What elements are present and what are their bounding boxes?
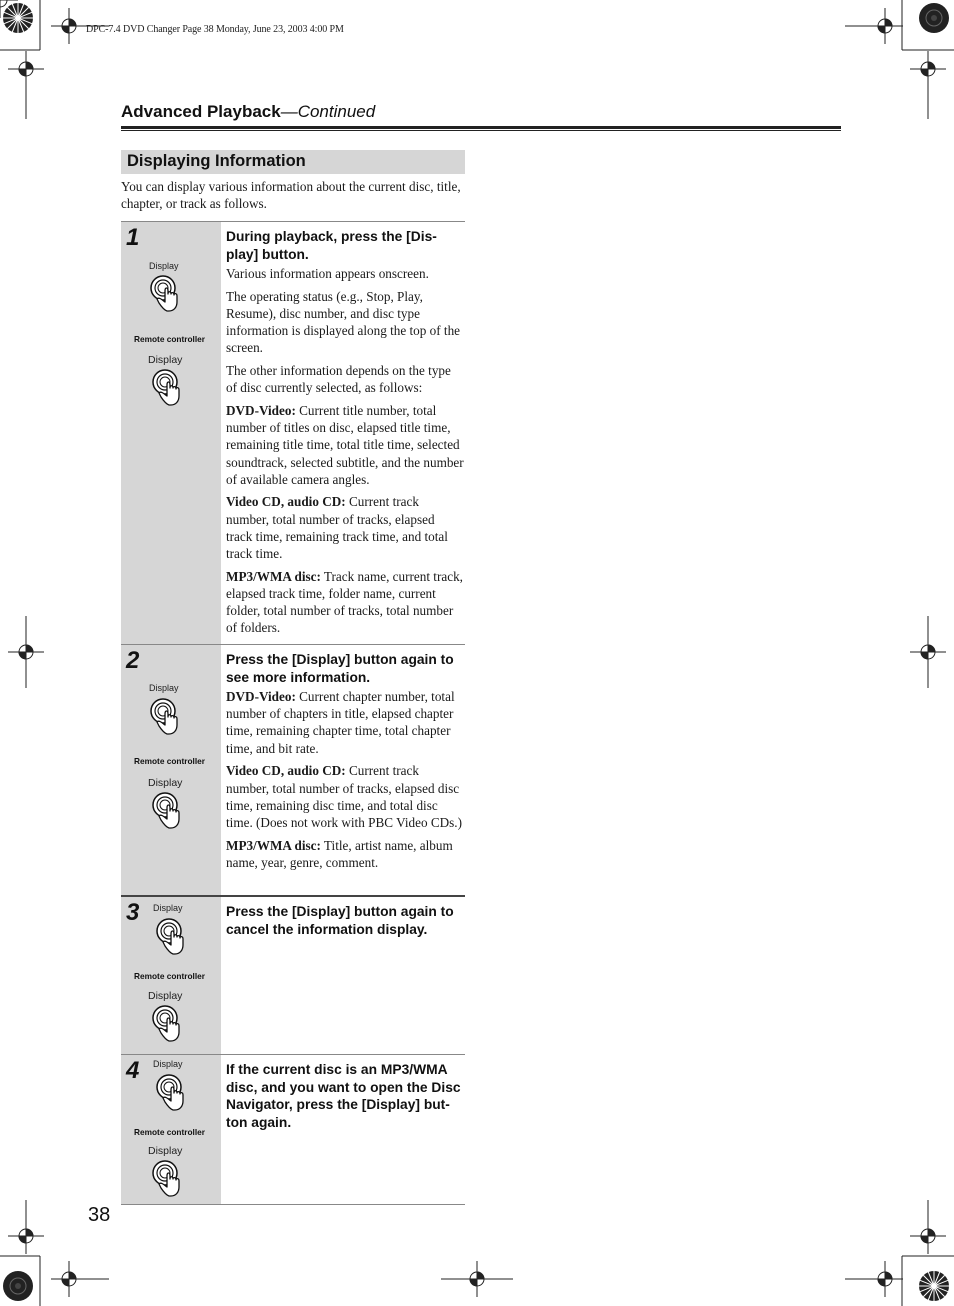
step-content [226, 1061, 464, 1133]
header-rule-thin [121, 130, 841, 131]
display-button-press-icon [149, 1002, 191, 1044]
header-rule [121, 126, 841, 129]
step-paragraph: Video CD, audio CD: Current track number, total number of tracks, elapsed disc time, remaining disc time, and total disc time. (Does not work with PBC Video CDs.) [226, 763, 462, 830]
print-header: DPC-7.4 DVD Changer Page 38 Monday, June 23, 2003 4:00 PM [86, 24, 344, 35]
display-button-press-icon [147, 272, 189, 314]
remote-controller-label: Remote controller [134, 334, 205, 344]
step-number: 2 [126, 647, 140, 674]
step-3 [121, 895, 465, 1056]
display-label: Display [149, 261, 179, 271]
step-paragraph: MP3/WMA disc: Title, artist name, album name, year, genre, comment. [226, 837, 453, 870]
step-paragraph: The operating status (e.g., Stop, Play, Resume), disc number, and disc type information is displayed along the top of the screen. [226, 288, 461, 356]
step-title: If the current disc is an MP3/WMA disc, and you want to open the Disc Navigator, press the [Display] but-ton again. [226, 1062, 461, 1130]
display-button-press-icon [149, 789, 191, 831]
display-label: Display [148, 990, 183, 1002]
step-content [226, 903, 464, 940]
step-content [226, 651, 464, 877]
section-continued: —Continued [280, 102, 376, 121]
display-button-press-icon [147, 695, 189, 737]
step-illustration-panel [121, 897, 221, 1056]
display-label: Display [148, 777, 183, 789]
heading-title: Displaying Information [127, 152, 306, 170]
step-number: 1 [126, 224, 140, 251]
step-paragraph: Various information appears onscreen. [226, 266, 429, 281]
step-paragraph: MP3/WMA disc: Track name, current track, elapsed track time, folder name, current folder, total number of tracks, total number of folders. [226, 568, 463, 636]
display-label: Display [148, 354, 183, 366]
display-label: Display [153, 903, 183, 913]
step-title: During playback, press the [Dis-play] button. [226, 229, 437, 262]
step-title: Press the [Display] button again to see more information. [226, 652, 454, 685]
step-illustration-panel [121, 222, 221, 645]
heading-bar [121, 150, 465, 174]
step-illustration-panel [121, 1055, 221, 1205]
step-paragraph: DVD-Video: Current chapter number, total number of chapters in title, elapsed chapter time, remaining chapter time, total chapter time, and bit rate. [226, 689, 455, 756]
step-content [226, 228, 464, 642]
remote-controller-label: Remote controller [134, 971, 205, 981]
display-label: Display [148, 1145, 183, 1157]
remote-controller-label: Remote controller [134, 1127, 205, 1137]
step-paragraph: Video CD, audio CD: Current track number, total number of tracks, elapsed track time, remaining track time, and total track time. [226, 494, 448, 562]
section-header [121, 102, 375, 122]
step-number: 4 [126, 1057, 140, 1084]
step-illustration-panel [121, 645, 221, 896]
intro-text: You can display various information about the current disc, title, chapter, or track as follows. [121, 179, 461, 211]
display-button-press-icon [153, 1071, 195, 1113]
step-number: 3 [126, 899, 140, 926]
step-1 [121, 221, 465, 645]
page-number: 38 [88, 1204, 111, 1226]
section-title: Advanced Playback [121, 102, 281, 121]
display-button-press-icon [149, 366, 191, 408]
display-label: Display [153, 1059, 183, 1069]
step-paragraph: DVD-Video: Current title number, total number of titles on disc, elapsed title time, remaining title time, total title time, selected soundtrack, selected subtitle, and the number of available camera angles. [226, 402, 464, 487]
step-4 [121, 1054, 465, 1205]
display-label: Display [149, 683, 179, 693]
bottom-rule [121, 1204, 465, 1205]
display-button-press-icon [149, 1157, 191, 1199]
remote-controller-label: Remote controller [134, 756, 205, 766]
step-paragraph: The other information depends on the type of disc currently selected, as follows: [226, 363, 451, 396]
display-button-press-icon [153, 915, 195, 957]
step-2 [121, 644, 465, 896]
step-title: Press the [Display] button again to cancel the information display. [226, 904, 454, 937]
